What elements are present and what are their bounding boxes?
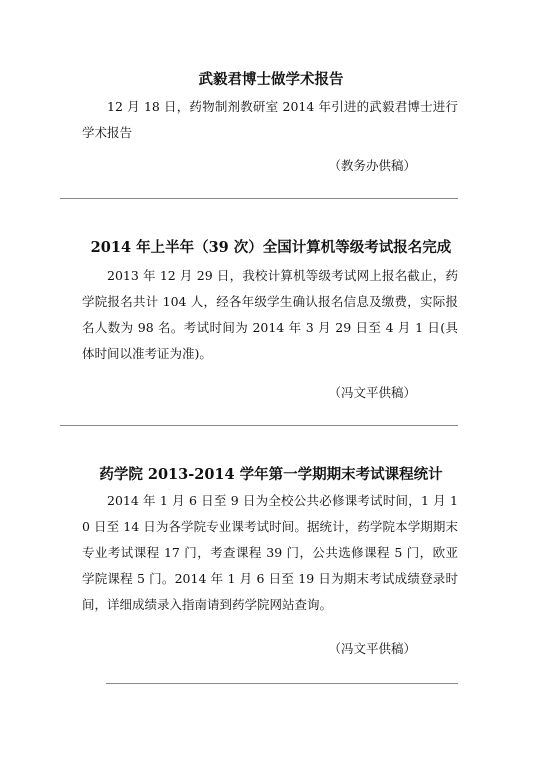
article-title: 武毅君博士做学术报告 [198,71,344,88]
divider [106,683,458,684]
article-byline: （冯文平供稿） [328,385,416,400]
divider [60,198,458,199]
article-title: 2014 年上半年（39 次）全国计算机等级考试报名完成 [90,239,452,256]
article-title: 药学院 2013-2014 学年第一学期期末考试课程统计 [99,466,443,483]
article-body: 2014 年 1 月 6 日至 9 日为全校公共必修课考试时间，1 月 10 日至 14 日为各学院专业课考试时间。据统计，药学院本学期期末专业考试课程 17 门，考查课程 39 门，公共选修课程 5 门，欧亚学院课程 5 门。2014 年 1 月 6 日至 19 日为期末考试成绩登录时间，详细成绩录入指南请到药学院网站查询。 [82,493,458,612]
article-byline: （教务办供稿） [328,158,416,173]
article-body: 12 月 18 日，药物制剂教研室 2014 年引进的武毅君博士进行学术报告 [82,99,458,140]
divider [60,425,458,426]
article-body: 2013 年 12 月 29 日，我校计算机等级考试网上报名截止，药学院报名共计 104 人，经各年级学生确认报名信息及缴费，实际报名人数为 98 名。考试时间为 2014 年 3 月 29 日至 4 月 1 日(具体时间以准考证为准)。 [82,268,458,361]
article-byline: （冯文平供稿） [328,641,416,656]
